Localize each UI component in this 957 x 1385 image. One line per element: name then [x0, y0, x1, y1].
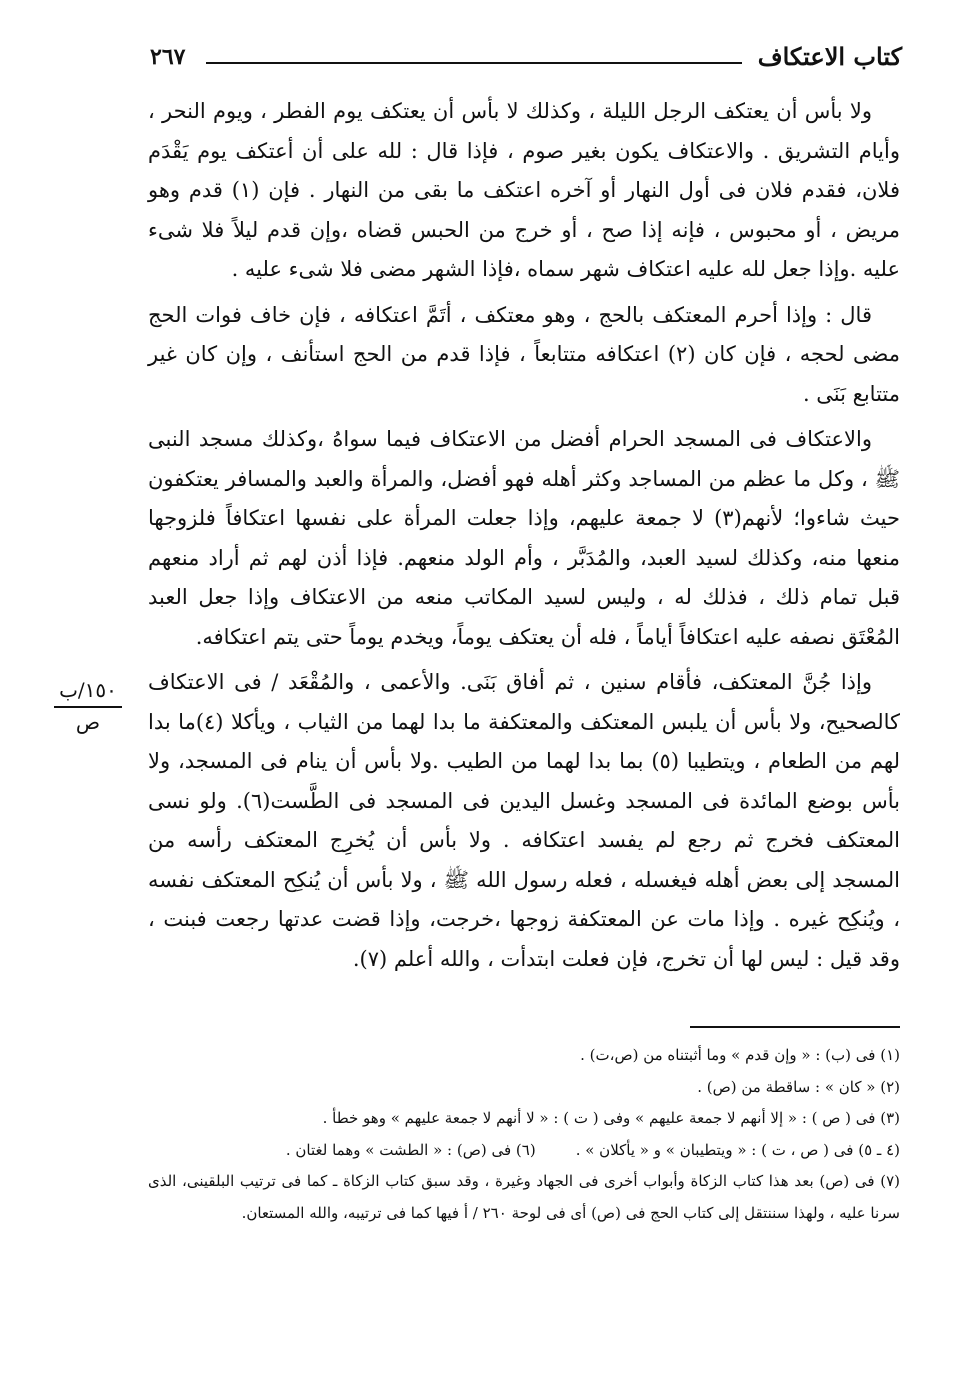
main-text — [148, 92, 900, 979]
footnote-row — [148, 1135, 900, 1167]
manuscript-siglum: ص — [75, 710, 101, 734]
footnote: (٣) فى ( ص ) : « إلا أنهم لا جمعة عليهم » وفى ( ت ) : « لا أنهم لا جمعة عليهم » وهو خطأ . — [322, 1109, 900, 1127]
footnote: (٧) فى (ص) بعد هذا كتاب الزكاة وأبواب أخرى فى الجهاد وغيرة ، وقد سبق كتاب الزكاة ـ كما فى ترتيب البلقينى، الذى سرنا عليه ، ولهذا سننتقل إلى كتاب الحج فى (ص) أى فى لوحة ٢٦٠ / أ فيها كما فى ترتيبه، والله المستعان. — [148, 1172, 900, 1222]
page-number: ٢٦٧ — [150, 44, 186, 70]
paragraph: قال : وإذا أحرم المعتكف بالحج ، وهو معتكف ، أتَمَّ اعتكافه ، فإن خاف فوات الحج مضى لحجه ، فإن كان (٢) اعتكافه متتابعاً ، فإذا قدم من الحج استأنف ، وإن كان غير متتابع بَنَى . — [148, 302, 900, 406]
footnote: (٦) فى (ص) : « الطشت » وهما لغتان . — [285, 1140, 536, 1159]
footnote: (٢) « كان » : ساقطة من (ص) . — [697, 1077, 900, 1096]
paragraph: والاعتكاف فى المسجد الحرام أفضل من الاعتكاف فيما سواهُ ،وكذلك مسجد النبى ﷺ ، وكل ما عظم من المساجد وكثر أهله فهو أفضل، والمرأة والعبد والمسافر يعتكفون حيث شاءوا؛ لأنهم(٣) لا جمعة عليهم، وإذا جعلت المرأة على نفسها اعتكافاً فلزوجها منعها منه، وكذلك لسيد العبد، والمُدَبَّر ، وأم الولد منعهم. فإذا أذن لهم ثم أراد منعهم قبل تمام ذلك ، فذلك له ، وليس لسيد المكاتب منعه من الاعتكاف وإذا جعل العبد المُعْتَق نصفه عليه اعتكافاً أياماً ، فله أن يعتكف يوماً، ويخدم يوماً حتى يتم اعتكافه. — [148, 427, 900, 649]
footnote-separator — [690, 1026, 900, 1028]
paragraph: وإذا جُنَّ المعتكف، فأقام سنين ، ثم أفاق بَنَى. والأعمى ، والمُقْعَد / فى الاعتكاف كالصحيح، ولا بأس أن يلبس المعتكف والمعتكفة ما بدا لهما من الثياب ، ويأكلا (٤)ما بدا لهم من الطعام ، ويتطيبا (٥) بما بدا لهما من الطيب .ولا بأس أن ينام فى المسجد، ولا بأس بوضع المائدة فى المسجد وغسل اليدين فى المسجد فى الطَّست(٦). ولو نسى المعتكف فخرج ثم رجع لم يفسد اعتكافه . ولا بأس أن يُخرِج المعتكف رأسه من المسجد إلى بعض أهله فيغسله ، فعله رسول الله ﷺ ، ولا بأس أن يُنكِح المعتكف نفسه ، ويُنكِح غيره . وإذا مات عن المعتكفة زوجها ،خرجت، وإذا قضت عدتها رجعت فبنت ، وقد قيل : ليس لها أن تخرج، فإن فعلت ابتدأت ، والله أعلم (٧). — [148, 670, 901, 971]
header-rule — [206, 62, 742, 64]
manuscript-folio-marker — [50, 678, 126, 734]
footnotes — [148, 1040, 900, 1229]
folio-reference: ١٥٠/ب — [59, 678, 117, 702]
footnote: (٤ ـ ٥) فى ( ص ، ت ) : « ويتطيبان » و « يأكلان » . — [575, 1140, 900, 1159]
page-header — [150, 42, 902, 78]
paragraph: ولا بأس أن يعتكف الرجل الليلة ، وكذلك لا بأس أن يعتكف يوم الفطر ، ويوم النحر ، وأيام التشريق . والاعتكاف يكون بغير صوم ، فإذا قال : لله على أن أعتكف يوم يَقْدَم فلان، فقدم فلان فى أول النهار أو آخره اعتكف ما بقى من النهار . فإن (١) قدم وهو مريض ، أو محبوس ، فإنه إذا صح ، أو خرج من الحبس قضاه ،وإن قدم ليلاً فلا شىء عليه .وإذا جعل لله عليه اعتكاف شهر سماه ،فإذا الشهر مضى فلا شىء عليه . — [148, 99, 900, 281]
footnote: (١) فى (ب) : « وإن قدم » وما أثبتناه من (ص،ت) . — [580, 1046, 900, 1064]
chapter-title: كتاب الاعتكاف — [757, 42, 902, 71]
